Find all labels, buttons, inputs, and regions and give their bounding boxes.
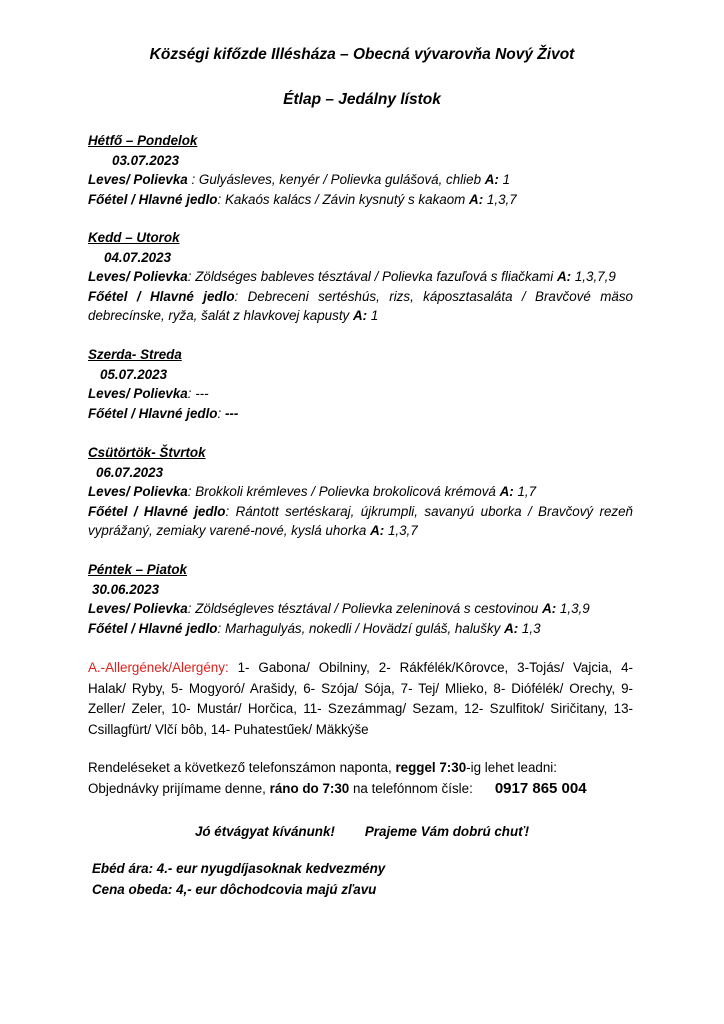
- main-line: Főétel / Hlavné jedlo: Marhagulyás, nokedli / Hovädzí guláš, halušky A: 1,3: [88, 620, 541, 636]
- day-name: Hétfő – Pondelok: [88, 133, 198, 148]
- day-block-wednesday: [88, 345, 633, 423]
- page-subtitle: Étlap – Jedálny lístok: [283, 91, 441, 108]
- main-line: Főétel / Hlavné jedlo: Kakaós kalács / Závin kysnutý s kakaom A: 1,3,7: [88, 191, 517, 207]
- day-name: Péntek – Piatok: [88, 562, 187, 577]
- price-line-sk: Cena obeda: 4,- eur dôchodcovia majú zľavu: [92, 882, 377, 897]
- order-line-hu: Rendeléseket a következő telefonszámon naponta, reggel 7:30-ig lehet leadni:: [88, 760, 557, 775]
- wish-hu: Jó étvágyat kívánunk!: [194, 824, 335, 839]
- page-title: Községi kifőzde Illésháza – Obecná vývarovňa Nový Život: [149, 46, 575, 63]
- phone-number: 0917 865 004: [494, 780, 587, 797]
- allergen-list: 1- Gabona/ Obilniny, 2- Rákfélék/Kôrovce, 3-Tojás/ Vajcia, 4- Halak/ Ryby, 5- Mogyoró/ Arašidy, 6- Szója/ Sója, 7- Tej/ Mlieko, 8- Diófélék/ Orechy, 9- Zeller/ Zeler, 10- Mustár/ Horčica, 11- Szezámmag/ Sezam, 12- Szulfitok/ Siričitany, 13- Csillagfürt/ Vlčí bôb, 14- Puhatestűek/ Mäkkýše: [88, 660, 633, 737]
- day-name: Szerda- Streda: [88, 347, 182, 362]
- main-line: Főétel / Hlavné jedlo: ---: [88, 405, 239, 421]
- soup-line: Leves/ Polievka : Gulyásleves, kenyér / Polievka gulášová, chlieb A: 1: [88, 172, 511, 187]
- day-date: 06.07.2023: [96, 464, 164, 480]
- day-name: Kedd – Utorok: [88, 230, 180, 245]
- soup-line: Leves/ Polievka: Brokkoli krémleves / Polievka brokolicová krémová A: 1,7: [88, 484, 537, 499]
- price-info: [92, 858, 385, 900]
- day-date: 04.07.2023: [104, 249, 172, 265]
- allergen-legend: [88, 658, 633, 740]
- main-line: Főétel / Hlavné jedlo: Debreceni sertéshús, rizs, káposztasaláta / Bravčové mäso debrecínske, ryža, šalát z hlavkovej kapusty A: 1: [88, 288, 633, 323]
- day-date: 05.07.2023: [100, 366, 168, 382]
- allergen-label: A.-Allergének/Alergény:: [88, 660, 229, 675]
- wish-line: [0, 822, 724, 842]
- price-line-hu: Ebéd ára: 4.- eur nyugdíjasoknak kedvezmény: [92, 861, 386, 876]
- soup-line: Leves/ Polievka: Zöldségleves tésztával / Polievka zeleninová s cestovinou A: 1,3,9: [88, 601, 590, 616]
- order-line-sk: Objednávky prijímame denne, ráno do 7:30 na telefónnom čísle: 0917 865 004: [88, 780, 587, 797]
- order-info: [88, 757, 633, 799]
- day-block-tuesday: [88, 228, 633, 326]
- day-block-monday: [88, 131, 633, 209]
- main-line: Főétel / Hlavné jedlo: Rántott sertéskaraj, újkrumpli, savanyú uborka / Bravčový rezeň vyprážaný, zemiaky varené-nové, kyslá uhorka A: 1,3,7: [88, 503, 633, 538]
- day-block-friday: [88, 560, 633, 638]
- day-date: 30.06.2023: [92, 581, 160, 597]
- day-date: 03.07.2023: [112, 152, 180, 168]
- wish-sk: Prajeme Vám dobrú chuť!: [364, 824, 530, 839]
- soup-line: Leves/ Polievka: ---: [88, 386, 209, 401]
- day-name: Csütörtök- Štvrtok: [88, 445, 206, 460]
- day-block-thursday: [88, 443, 633, 541]
- soup-line: Leves/ Polievka: Zöldséges bableves tésztával / Polievka fazuľová s fliačkami A: 1,3,7,9: [88, 269, 616, 284]
